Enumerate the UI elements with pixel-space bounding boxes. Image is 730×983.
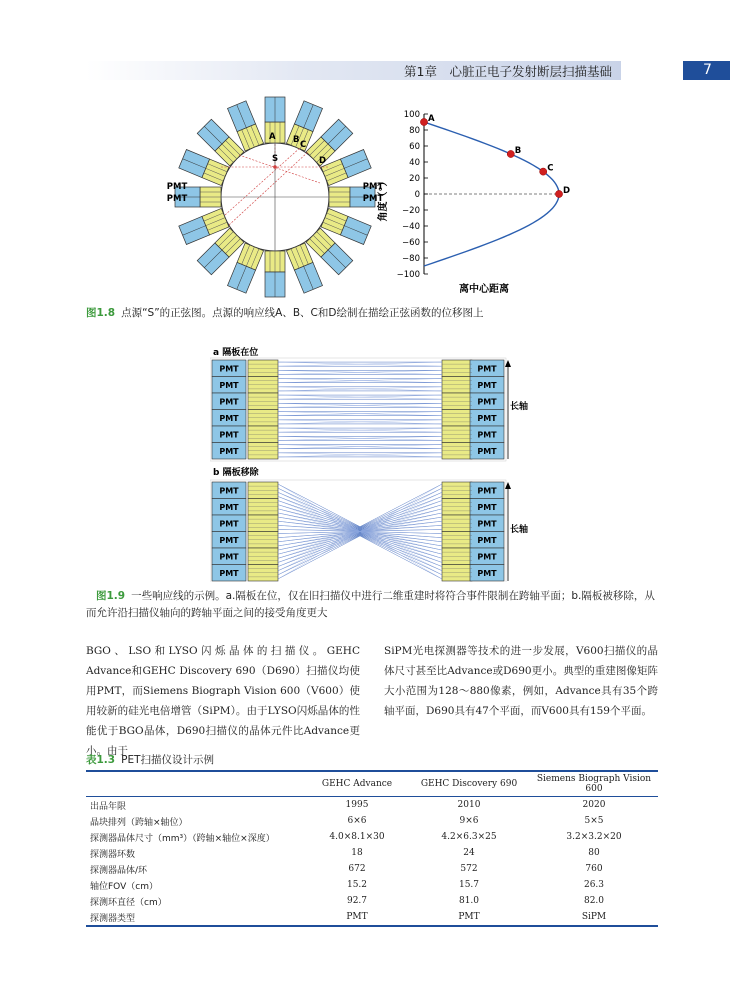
septa-pmt-label: PMT (477, 519, 497, 529)
septa-pmt-label: PMT (477, 503, 497, 512)
sinogram-plot (362, 104, 582, 300)
septa-pmt-label: PMT (477, 430, 497, 440)
septa-pmt-label: PMT (477, 381, 497, 390)
table-cell: 1995 (345, 800, 369, 810)
table-cell: 2010 (457, 800, 481, 810)
sinogram-point-label: C (547, 163, 554, 174)
table-cell: SiPM (530, 909, 658, 926)
table-cell: PMT (408, 909, 530, 926)
table-1-3-title (86, 752, 214, 767)
ring-point-label: C (300, 140, 307, 150)
ring-point-label: D (319, 156, 327, 166)
body-text-right: SiPM光电探测器等技术的进一步发展，V600扫描仪的晶体尺寸甚至比Advance或D690更小。典型的重建图像矩阵大小范围为128～880像素，例如，Advance具有35个跨轴平面，D690具有47个平面，而V600具有159个平面。 (384, 645, 658, 717)
septa-in-label: a 隔板在位 (213, 348, 259, 358)
sinogram-tick-label: −40 (402, 222, 420, 232)
septa-pmt-label: PMT (219, 486, 239, 496)
septa-pmt-label: PMT (219, 447, 239, 456)
ring-point-label: A (269, 132, 276, 142)
table-cell: 672 (348, 864, 366, 874)
sinogram-ylabel: 角度（°） (378, 176, 389, 222)
table-row-label: 探测环直径（cm） (90, 897, 167, 908)
figure-1-8-caption (86, 305, 686, 322)
ring-point-label: B (293, 135, 300, 145)
sinogram-point (540, 168, 547, 175)
septa-pmt-label: PMT (219, 414, 239, 423)
table-cell: 81.0 (458, 896, 480, 906)
ring-pmt-label: PMT (166, 194, 188, 204)
septa-diagram (210, 342, 550, 582)
sinogram-tick-label: 0 (414, 190, 420, 200)
figure-1-8-label: 图1.8 (86, 307, 116, 319)
sinogram-tick-label: 40 (409, 158, 420, 168)
table-row (86, 829, 658, 845)
septa-lor (278, 536, 442, 579)
table-row-label: 探测器晶体尺寸（mm³）（跨轴×轴位×深度） (90, 833, 275, 844)
sinogram-tick-label: −60 (402, 238, 420, 248)
table-row-label: 探测器环数 (90, 849, 136, 860)
ring-pmt-label: PMT (166, 182, 188, 192)
septa-pmt-label: PMT (477, 364, 497, 374)
sinogram-point-label: D (563, 186, 571, 196)
septa-lor (278, 535, 442, 571)
table-row (86, 893, 658, 909)
table-cell: 5×5 (584, 816, 604, 826)
septa-pmt-label: PMT (477, 536, 497, 545)
table-row-label: 轴位FOV（cm） (90, 881, 158, 892)
sinogram-tick-label: 60 (409, 142, 420, 152)
sinogram-point (507, 150, 514, 157)
figure-1-9-label: 图1.9 (96, 590, 126, 602)
sinogram-point (420, 118, 427, 125)
figure-1-9-text: 一些响应线的示例。a.隔板在位，仅在旧扫描仪中进行二维重建时将符合事件限制在跨轴平面；b.隔板被移除，从而允许沿扫描仪轴向的跨轴平面之间的接受角度更大 (86, 590, 655, 619)
table-cell: 6×6 (347, 816, 367, 826)
table-row (86, 845, 658, 861)
table-cell: 9×6 (459, 816, 479, 826)
ring-point-label: S (272, 154, 279, 164)
septa-pmt-label: PMT (219, 552, 239, 562)
table-cell: 3.2×3.2×20 (566, 832, 622, 842)
table-row-label: 探测器晶体/环 (90, 865, 148, 876)
table-cell: 24 (463, 848, 475, 858)
chapter-title: 第1章 心脏正电子发射断层扫描基础 (404, 64, 612, 79)
table-row (86, 797, 658, 814)
septa-pmt-label: PMT (219, 503, 239, 512)
ring-pmt-label: PMT (362, 194, 384, 204)
axis-label-top: 长轴 (510, 402, 529, 412)
septa-pmt-label: PMT (477, 397, 497, 407)
page-number: 7 (703, 62, 712, 78)
table-row (86, 877, 658, 893)
scanner-design-table (86, 770, 658, 927)
septa-lor (278, 484, 442, 527)
table-cell: 4.2×6.3×25 (441, 832, 497, 842)
septa-pmt-label: PMT (219, 519, 239, 529)
figure-1-9-caption (86, 588, 658, 622)
septa-pmt-label: PMT (219, 536, 239, 545)
table-1-3-text: PET扫描仪设计示例 (121, 754, 214, 766)
table-cell: 760 (585, 864, 603, 874)
body-text-left: BGO、LSO和LYSO闪烁晶体的扫描仪。GEHC Advance和GEHC Discovery 690（D690）扫描仪均使用PMT，而Siemens Biograph Vision 600（V600）使用较新的硅光电倍增管（SiPM）。由于LYSO闪烁晶体的性能优于BGO晶体，D690扫描仪的晶体元件比Advance更小。由于 (86, 645, 360, 757)
table-row-label: 出品年限 (90, 801, 127, 812)
table-1-3-label: 表1.3 (86, 754, 116, 766)
table-cell: 18 (351, 848, 363, 858)
source-point (273, 165, 277, 169)
septa-removed-label: b 隔板移除 (213, 468, 259, 478)
ring-pmt-label: PMT (362, 182, 384, 192)
table-row-label: 晶块排列（跨轴×轴位） (90, 817, 188, 828)
septa-pmt-label: PMT (477, 569, 497, 578)
table-header-row (86, 771, 658, 797)
sinogram-tick-label: −80 (402, 254, 420, 264)
table-row (86, 909, 658, 926)
sinogram-point-label: A (428, 114, 435, 124)
sinogram-tick-label: 20 (409, 174, 420, 184)
table-row-label: 探测器类型 (86, 909, 306, 926)
sinogram-point-label: B (514, 146, 522, 156)
table-cell: 572 (460, 864, 478, 874)
table-cell: PMT (306, 909, 408, 926)
septa-pmt-label: PMT (477, 414, 497, 423)
septa-lor (278, 536, 442, 575)
sinogram-tick-label: 100 (403, 110, 420, 120)
septa-pmt-label: PMT (219, 381, 239, 390)
axis-label-bottom: 长轴 (510, 525, 529, 535)
table-row (86, 861, 658, 877)
sinogram-tick-label: −100 (396, 270, 420, 280)
table-cell: 92.7 (346, 896, 368, 906)
septa-pmt-label: PMT (477, 552, 497, 562)
septa-lor (278, 505, 442, 529)
figure-1-8-text: 点源“S”的正弦图。点源的响应线A、B、C和D绘制在描绘正弦函数的位移图上 (121, 307, 484, 319)
septa-pmt-label: PMT (219, 397, 239, 407)
septa-pmt-label: PMT (219, 430, 239, 440)
sinogram-point (555, 190, 562, 197)
page-number-box (683, 61, 730, 80)
table-cell: 4.0×8.1×30 (329, 832, 385, 842)
sinogram-xlabel: 离中心距离 (459, 284, 509, 295)
table-cell: 82.0 (583, 896, 605, 906)
sinogram-tick-label: −20 (402, 206, 420, 216)
table-cell: 15.7 (458, 880, 480, 890)
septa-pmt-label: PMT (477, 486, 497, 496)
septa-lor (278, 534, 442, 558)
table-header-blank (86, 771, 306, 797)
detector-block (265, 251, 285, 297)
septa-pmt-label: PMT (477, 447, 497, 456)
table-cell: 80 (588, 848, 600, 858)
sinogram-tick-label: 80 (409, 126, 420, 136)
table-header-d690: GEHC Discovery 690 (408, 771, 530, 797)
septa-lor (278, 534, 442, 562)
table-cell: 26.3 (583, 880, 605, 890)
running-header (86, 61, 730, 80)
detector-ring-diagram (166, 92, 384, 302)
table-header-advance: GEHC Advance (306, 771, 408, 797)
table-cell: 15.2 (346, 880, 368, 890)
table-cell: 2020 (582, 800, 606, 810)
table-header-v600: Siemens Biograph Vision 600 (530, 771, 658, 797)
septa-pmt-label: PMT (219, 364, 239, 374)
septa-pmt-label: PMT (219, 569, 239, 578)
table-row (86, 813, 658, 829)
